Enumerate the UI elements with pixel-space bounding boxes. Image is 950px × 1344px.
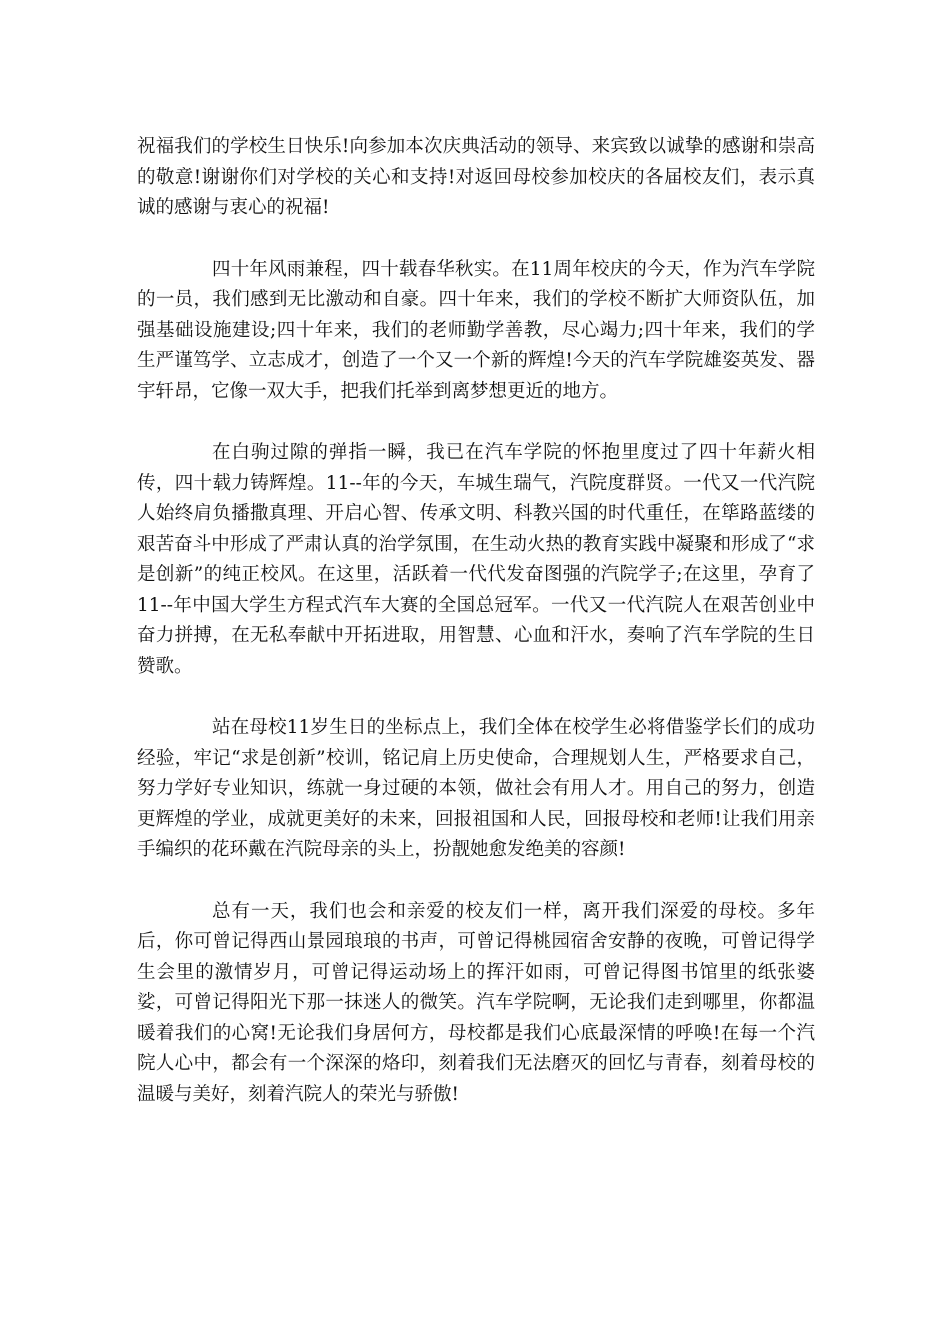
paragraph-forty-years: 四十年风雨兼程，四十载春华秋实。在11周年校庆的今天，作为汽车学院的一员，我们感到无比激动和自豪。四十年来，我们的学校不断扩大师资队伍，加强基础设施建设;四十年来，我们的老师勤学善教，尽心竭力;四十年来，我们的学生严谨笃学、立志成才，创造了一个又一个新的辉煌!今天的汽车学院雄姿英发、器宇轩昂，它像一双大手，把我们托举到离梦想更近的地方。	[137, 258, 815, 402]
paragraph-memories: 总有一天，我们也会和亲爱的校友们一样，离开我们深爱的母校。多年后，你可曾记得西山景园琅琅的书声，可曾记得桃园宿舍安静的夜晚，可曾记得学生会里的激情岁月，可曾记得运动场上的挥汗如雨，可曾记得图书馆里的纸张婆娑，可曾记得阳光下那一抹迷人的微笑。汽车学院啊，无论我们走到哪里，你都温暖着我们的心窝!无论我们身居何方，母校都是我们心底最深情的呼唤!在每一个汽院人心中，都会有一个深深的烙印，刻着我们无法磨灭的回忆与青春，刻着母校的温暖与美好，刻着汽院人的荣光与骄傲!	[137, 900, 815, 1105]
paragraph-student-pledge: 站在母校11岁生日的坐标点上，我们全体在校学生必将借鉴学长们的成功经验，牢记“求是创新”校训，铭记肩上历史使命，合理规划人生，严格要求自己，努力学好专业知识，练就一身过硬的本领，做社会有用人才。用自己的努力，创造更辉煌的学业，成就更美好的未来，回报祖国和人民，回报母校和老师!让我们用亲手编织的花环戴在汽院母亲的头上，扮靓她愈发绝美的容颜!	[137, 717, 815, 860]
document-body	[137, 132, 815, 1141]
paragraph-school-spirit: 在白驹过隙的弹指一瞬，我已在汽车学院的怀抱里度过了四十年薪火相传，四十载力铸辉煌。11--年的今天，车城生瑞气，汽院度群贤。一代又一代汽院人始终肩负播撒真理、开启心智、传承文明、科教兴国的时代重任，在筚路蓝缕的艰苦奋斗中形成了严肃认真的治学氛围，在生动火热的教育实践中凝聚和形成了“求是创新”的纯正校风。在这里，活跃着一代代发奋图强的汽院学子;在这里，孕育了11--年中国大学生方程式汽车大赛的全国总冠军。一代又一代汽院人在艰苦创业中奋力拼搏，在无私奉献中开拓进取，用智慧、心血和汗水，奏响了汽车学院的生日赞歌。	[137, 442, 815, 677]
paragraph-greeting: 祝福我们的学校生日快乐!向参加本次庆典活动的领导、来宾致以诚挚的感谢和崇高的敬意!谢谢你们对学校的关心和支持!对返回母校参加校庆的各届校友们，表示真诚的感谢与衷心的祝福!	[137, 136, 815, 218]
